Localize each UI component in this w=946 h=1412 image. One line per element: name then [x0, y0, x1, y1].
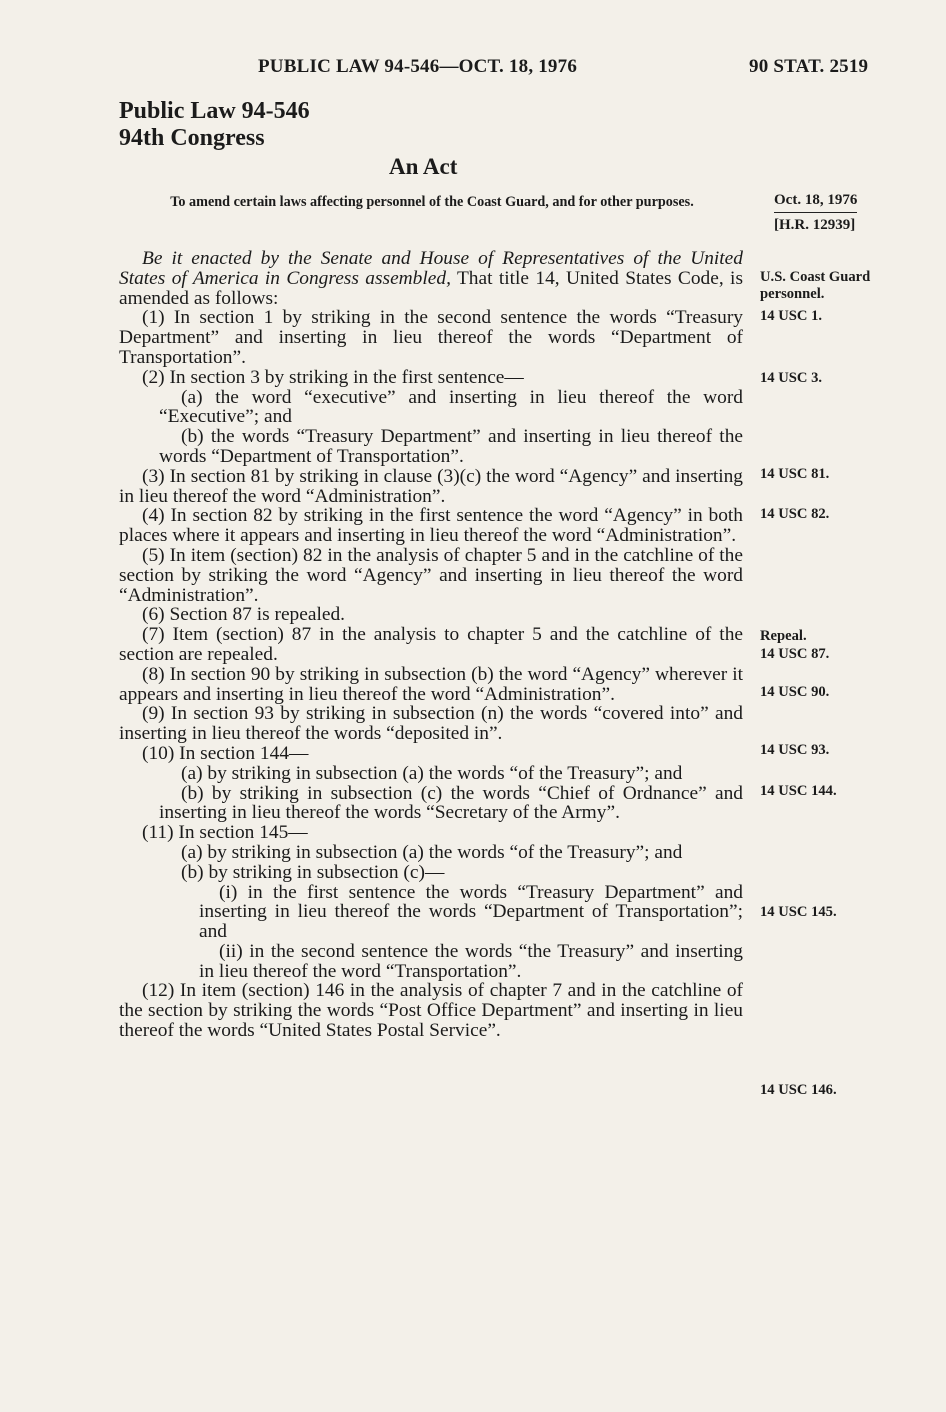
- side-note-citation: 14 USC 87.: [760, 646, 830, 662]
- subparagraph: (b) the words “Treasury Department” and inserting in lieu thereof the words “Department of Transportation”.: [159, 426, 743, 467]
- side-note-citation: 14 USC 145.: [760, 904, 837, 920]
- side-note-line: personnel.: [760, 286, 825, 302]
- law-title-block: [119, 98, 310, 152]
- paragraph: (1) In section 1 by striking in the second sentence the words “Treasury Department” and inserting in lieu thereof the words “Department of Transportation”.: [119, 307, 743, 368]
- clause: (i) in the first sentence the words “Treasury Department” and inserting in lieu thereof the words “Department of Transportation”; and: [199, 881, 743, 943]
- paragraph: (10) In section 144—: [142, 742, 309, 764]
- paragraph: (2) In section 3 by striking in the first sentence—: [142, 366, 524, 388]
- congress-number: 94th Congress: [119, 125, 265, 151]
- side-note-citation: 14 USC 82.: [760, 506, 830, 522]
- act-body: [119, 249, 743, 1041]
- enactment-date-box: [774, 190, 857, 235]
- paragraph: (6) Section 87 is repealed.: [142, 604, 345, 626]
- side-note-repeal: Repeal.: [760, 628, 807, 644]
- act-heading: An Act: [389, 154, 458, 179]
- side-note-citation: 14 USC 93.: [760, 742, 830, 758]
- paragraph: (4) In section 82 by striking in the first sentence the word “Agency” in both places where it appears and inserting in lieu thereof the word “Administration”.: [119, 505, 743, 547]
- side-note-citation: 14 USC 3.: [760, 370, 823, 386]
- purpose-statement: To amend certain laws affecting personnel of the Coast Guard, and for other purposes.: [170, 194, 694, 210]
- clause: (ii) in the second sentence the words “the Treasury” and inserting in lieu thereof the word “Transportation”.: [199, 940, 743, 982]
- enacting-clause-text: That title 14, United States Code, is amended as follows:: [119, 267, 743, 309]
- side-note-citation: 14 USC 1.: [760, 308, 823, 324]
- side-note-citation: 14 USC 146.: [760, 1082, 837, 1098]
- statute-page-number: 90 STAT. 2519: [749, 56, 869, 77]
- enacting-clause: [119, 249, 743, 308]
- enacting-clause-italic: Be it enacted by the Senate and House of Representatives of the United States of America in Congress assembled,: [119, 248, 743, 289]
- enactment-date: Oct. 18, 1976: [774, 190, 857, 213]
- subparagraph: (a) by striking in subsection (a) the words “of the Treasury”; and: [181, 841, 683, 863]
- subparagraph: (a) the word “executive” and inserting in lieu thereof the word “Executive”; and: [159, 386, 743, 428]
- paragraph: (9) In section 93 by striking in subsection (n) the words “covered into” and inserting in lieu thereof the words “deposited in”.: [119, 703, 743, 745]
- side-note-subject: [760, 269, 870, 303]
- side-note-citation: 14 USC 144.: [760, 783, 837, 799]
- bill-number: [H.R. 12939]: [774, 217, 856, 233]
- side-note-line: U.S. Coast Guard: [760, 269, 871, 285]
- paragraph: (8) In section 90 by striking in subsection (b) the word “Agency” wherever it appears and inserting in lieu thereof the word “Administration”.: [119, 663, 743, 705]
- public-law-number: Public Law 94-546: [119, 98, 310, 124]
- running-header-title: PUBLIC LAW 94-546—OCT. 18, 1976: [258, 56, 578, 77]
- subparagraph: (a) by striking in subsection (a) the words “of the Treasury”; and: [181, 762, 683, 784]
- subparagraph: (b) by striking in subsection (c) the words “Chief of Ordnance” and inserting in lieu thereof the words “Secretary of the Army”.: [159, 782, 743, 824]
- paragraph: (5) In item (section) 82 in the analysis of chapter 5 and in the catchline of the section by striking the word “Agency” and inserting in lieu thereof the word “Administration”.: [119, 544, 743, 606]
- paragraph: (12) In item (section) 146 in the analysis of chapter 7 and in the catchline of the section by striking the words “Post Office Department” and inserting in lieu thereof the words “United States Postal Service”.: [119, 980, 743, 1042]
- side-note-citation: 14 USC 90.: [760, 684, 830, 700]
- paragraph: (3) In section 81 by striking in clause (3)(c) the word “Agency” and inserting in lieu thereof the word “Administration”.: [119, 465, 743, 507]
- subparagraph: (b) by striking in subsection (c)—: [181, 861, 445, 883]
- paragraph: (7) Item (section) 87 in the analysis to chapter 5 and the catchline of the section are repealed.: [119, 624, 743, 665]
- paragraph: (11) In section 145—: [142, 822, 308, 844]
- side-note-citation: 14 USC 81.: [760, 466, 830, 482]
